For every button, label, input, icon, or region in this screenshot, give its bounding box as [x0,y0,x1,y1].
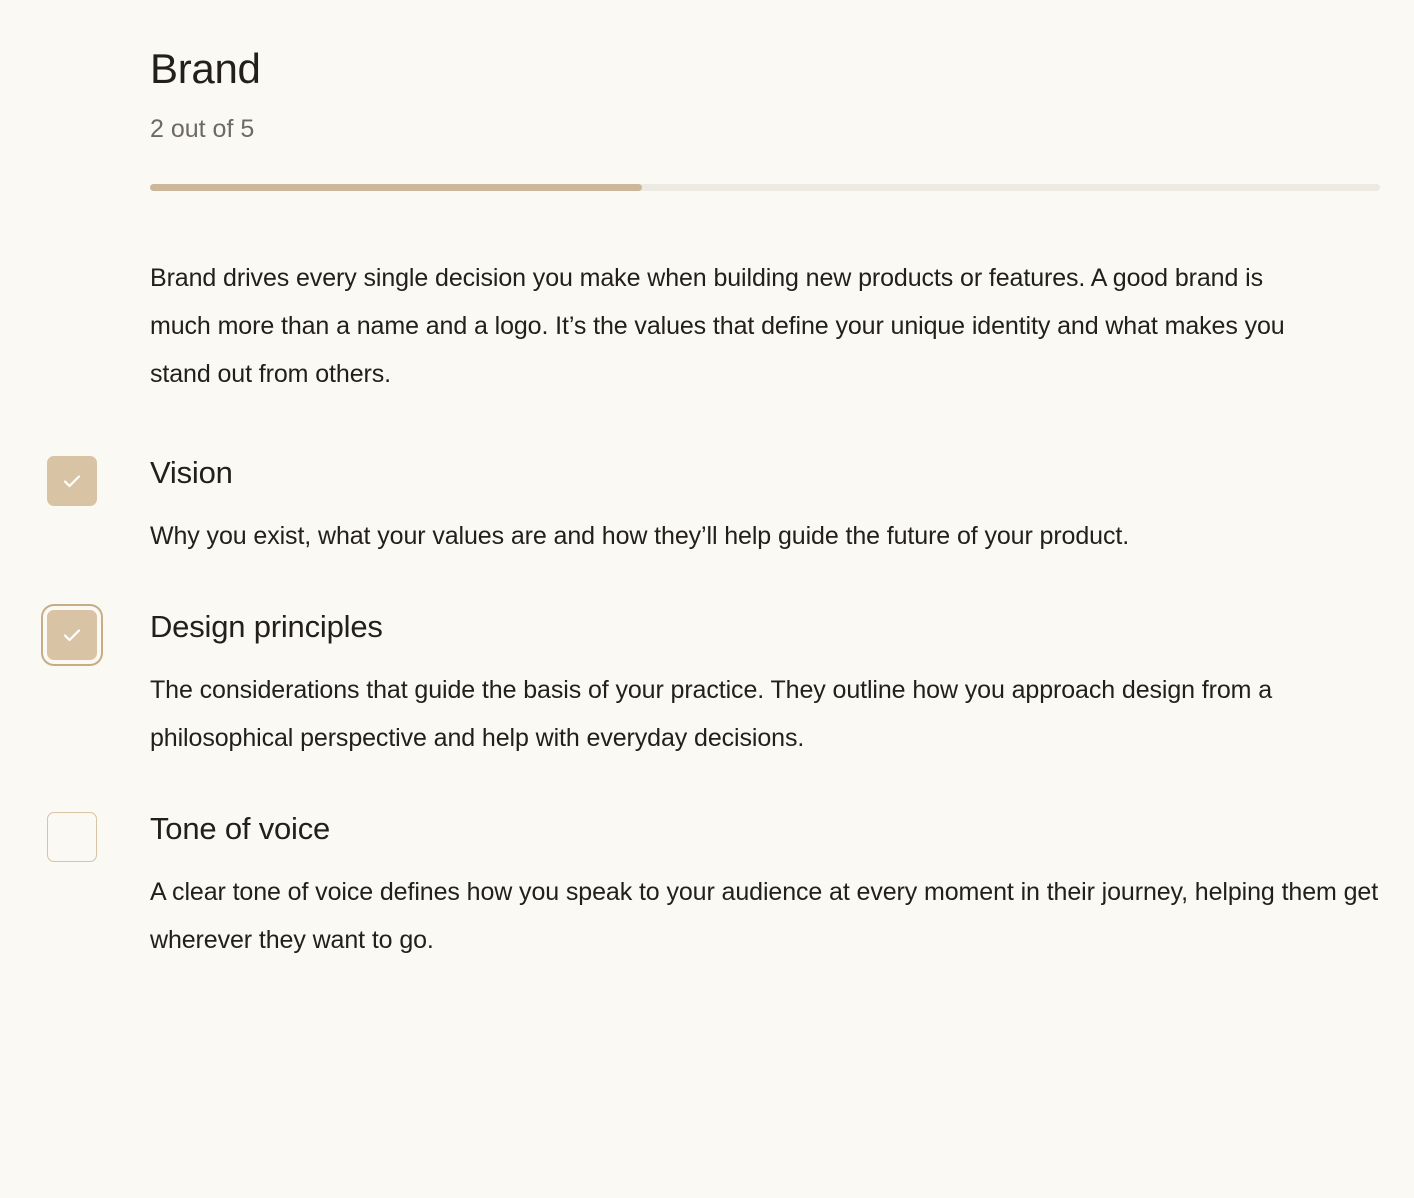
intro-section [0,254,1414,398]
progress-bar-container [0,184,1414,191]
progress-track [150,184,1380,191]
checklist-item [0,809,1414,964]
checklist-item-title: Tone of voice [150,811,331,846]
checklist-item-description: The considerations that guide the basis of your practice. They outline how you approach design from a philosophical perspective and help with everyday decisions. [150,676,1273,752]
check-icon[interactable] [47,610,97,660]
checklist-item [0,607,1414,762]
checklist-item-title: Vision [150,455,233,490]
checklist-item [0,453,1414,560]
checklist-item-description: Why you exist, what your values are and how they’ll help guide the future of your product. [150,522,1130,550]
empty-checkbox-icon[interactable] [47,812,97,862]
progress-count-label: 2 out of 5 [150,115,255,143]
page-header [0,0,1414,145]
check-icon[interactable] [47,456,97,506]
progress-fill [150,184,642,191]
checklist-item-title: Design principles [150,609,383,644]
checklist-item-description: A clear tone of voice defines how you speak to your audience at every moment in their journey, helping them get wherever they want to go. [150,878,1379,954]
page-title: Brand [150,45,261,92]
intro-paragraph: Brand drives every single decision you make when building new products or features. A good brand is much more than a name and a logo. It’s the values that define your unique identity and what makes you stand out from others. [150,264,1285,388]
checklist [0,453,1414,964]
